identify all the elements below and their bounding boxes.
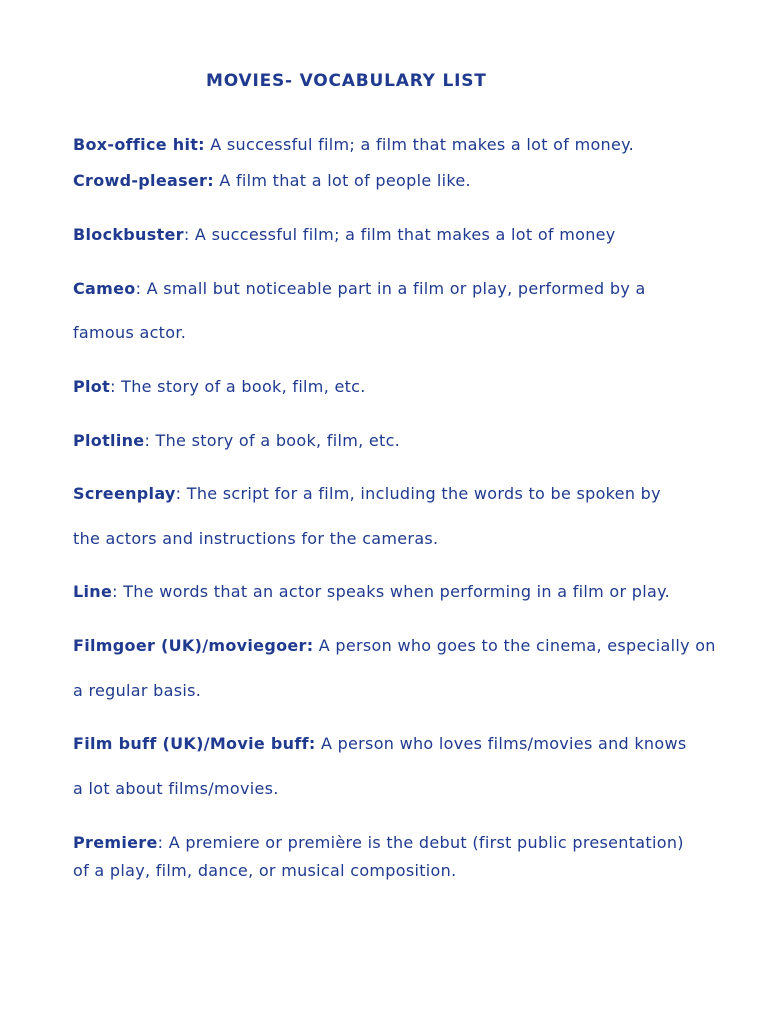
entry-term: Plot xyxy=(73,377,111,396)
page-title: MOVIES- VOCABULARY LIST xyxy=(206,71,487,91)
entry-plotline xyxy=(73,431,400,450)
entry-premiere-continuation: of a play, film, dance, or musical composition. xyxy=(73,861,457,880)
entry-blockbuster xyxy=(73,225,616,244)
entry-definition: : A premiere or première is the debut (first public presentation) xyxy=(157,833,684,852)
entry-definition: A film that a lot of people like. xyxy=(213,171,471,190)
entry-term: Box-office hit: xyxy=(73,135,205,154)
entry-cameo-continuation: famous actor. xyxy=(73,323,187,342)
entry-definition: A person who loves films/movies and knows xyxy=(315,734,687,753)
entry-definition: : The words that an actor speaks when performing in a film or play. xyxy=(112,582,670,601)
entry-term: Premiere xyxy=(73,833,158,852)
entry-filmgoer xyxy=(73,636,716,655)
entry-cameo xyxy=(73,279,646,298)
entry-line xyxy=(73,582,670,601)
entry-definition: : A successful film; a film that makes a lot of money xyxy=(183,225,616,244)
entry-term: Blockbuster xyxy=(73,225,184,244)
entry-term: Film buff (UK)/Movie buff: xyxy=(73,734,316,753)
entry-screenplay-continuation: the actors and instructions for the cameras. xyxy=(73,529,439,548)
entry-definition: A person who goes to the cinema, especially on xyxy=(313,636,716,655)
entry-film-buff xyxy=(73,734,686,753)
entry-box-office-hit xyxy=(73,135,634,154)
entry-plot xyxy=(73,377,366,396)
entry-term: Line xyxy=(73,582,113,601)
entry-term: Filmgoer (UK)/moviegoer: xyxy=(73,636,314,655)
entry-crowd-pleaser xyxy=(73,171,471,190)
entry-term: Cameo xyxy=(73,279,136,298)
entry-screenplay xyxy=(73,484,661,503)
entry-definition: : The story of a book, film, etc. xyxy=(144,431,401,450)
entry-definition: A successful film; a film that makes a lot of money. xyxy=(204,135,635,154)
entry-filmgoer-continuation: a regular basis. xyxy=(73,681,202,700)
entry-definition: : The script for a film, including the words to be spoken by xyxy=(175,484,661,503)
entry-film-buff-continuation: a lot about films/movies. xyxy=(73,779,279,798)
entry-term: Screenplay xyxy=(73,484,176,503)
entry-definition: : The story of a book, film, etc. xyxy=(110,377,366,396)
entry-term: Plotline xyxy=(73,431,145,450)
entry-definition: : A small but noticeable part in a film or play, performed by a xyxy=(135,279,646,298)
entry-term: Crowd-pleaser: xyxy=(73,171,214,190)
entry-premiere xyxy=(73,833,684,852)
